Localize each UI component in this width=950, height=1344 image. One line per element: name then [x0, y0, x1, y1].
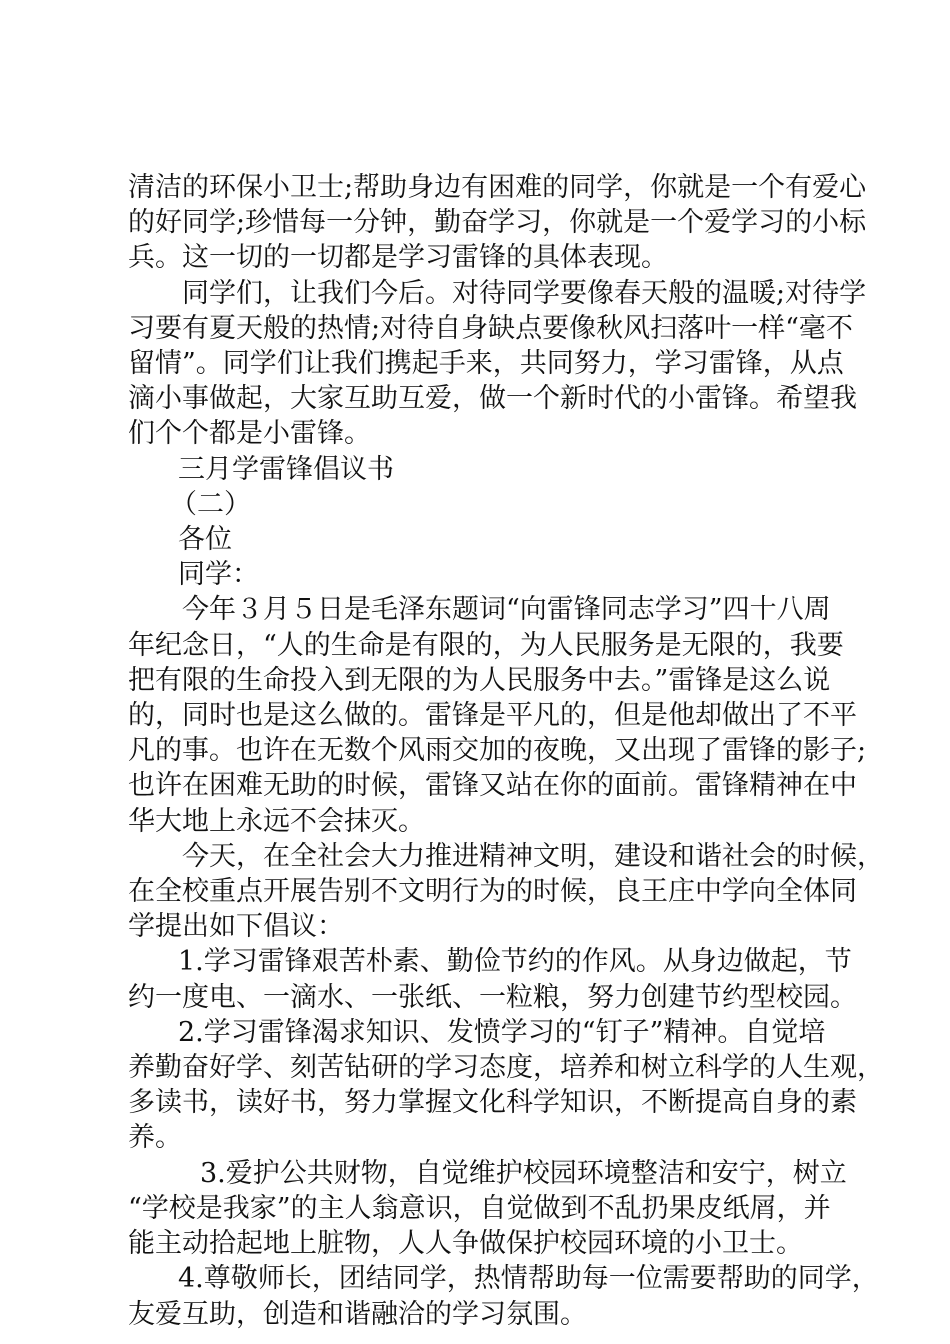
text-line: 们个个都是小雷锋。: [128, 418, 371, 450]
text-line: 养勤奋好学、刻苦钻研的学习态度，培养和树立科学的人生观，: [128, 1052, 884, 1084]
text-line: 年纪念日，“人的生命是有限的，为人民服务是无限的，我要: [128, 629, 844, 661]
text-line: 习要有夏天般的热情;对待自身缺点要像秋风扫落叶一样“毫不: [128, 312, 853, 344]
text-line: 友爱互助，创造和谐融洽的学习氛围。: [128, 1298, 587, 1330]
salutation-line: 同学：: [178, 559, 259, 591]
text-line: 养。: [128, 1122, 182, 1154]
text-line: 凡的事。也许在无数个风雨交加的夜晚，又出现了雷锋的影子;: [128, 735, 867, 767]
subtitle-line: （二）: [170, 488, 251, 520]
text-line: 兵。这一切的一切都是学习雷锋的具体表现。: [128, 242, 668, 274]
text-line: 多读书，读好书，努力掌握文化科学知识，不断提高自身的素: [128, 1087, 857, 1119]
text-line: 4.尊敬师长，团结同学，热情帮助每一位需要帮助的同学，: [178, 1263, 879, 1295]
text-line: 把有限的生命投入到无限的为人民服务中去。”雷锋是这么说: [128, 664, 831, 696]
text-line: 华大地上永远不会抹灭。: [128, 805, 425, 837]
text-line: 滴小事做起，大家互助互爱，做一个新时代的小雷锋。希望我: [128, 383, 857, 415]
proposal-item-4: [128, 1261, 879, 1331]
text-line: 学提出如下倡议：: [128, 911, 344, 943]
text-line: 在全校重点开展告别不文明行为的时候，良王庄中学向全体同: [128, 876, 857, 908]
proposal-item-1: [128, 944, 857, 1014]
text-line: 也许在困难无助的时候，雷锋又站在你的面前。雷锋精神在中: [128, 770, 857, 802]
text-line: 同学们，让我们今后。对待同学要像春天般的温暖;对待学: [182, 277, 867, 309]
text-line: 2.学习雷锋渴求知识、发愤学习的“钉子”精神。自觉培: [178, 1016, 826, 1048]
paragraph-lei-feng: [128, 592, 867, 838]
paragraph-classmates: [128, 276, 867, 452]
proposal-item-2: [128, 1015, 884, 1156]
text-line: 清洁的环保小卫士;帮助身边有困难的同学，你就是一个有爱心: [128, 172, 867, 203]
text-line: 3.爱护公共财物，自觉维护校园环境整洁和安宁，树立: [200, 1157, 847, 1189]
proposal-item-3: [128, 1156, 847, 1262]
title-line: 三月学雷锋倡议书: [178, 453, 394, 485]
text-line: 的，同时也是这么做的。雷锋是平凡的，但是他却做出了不平: [128, 700, 857, 732]
text-line: 留情”。同学们让我们携起手来，共同努力，学习雷锋，从点: [128, 348, 844, 380]
text-line: 的好同学;珍惜每一分钟，勤奋学习，你就是一个爱学习的小标: [128, 207, 867, 239]
text-line: 1.学习雷锋艰苦朴素、勤俭节约的作风。从身边做起，节: [178, 946, 852, 978]
text-line: 今天，在全社会大力推进精神文明，建设和谐社会的时候，: [182, 840, 884, 872]
text-line: 今年３月５日是毛泽东题词“向雷锋同志学习”四十八周: [182, 594, 831, 626]
paragraph-today: [128, 839, 884, 945]
document-subtitle: [128, 487, 834, 522]
document-body: [128, 170, 884, 1332]
paragraph-continuation: [128, 170, 867, 276]
text-line: “学校是我家”的主人翁意识，自觉做到不乱扔果皮纸屑，并: [128, 1192, 831, 1224]
salutation-line: 各位: [178, 524, 232, 556]
salutation: [128, 522, 834, 592]
document-title: [128, 452, 834, 487]
text-line: 能主动拾起地上脏物，人人争做保护校园环境的小卫士。: [128, 1228, 803, 1260]
text-line: 约一度电、一滴水、一张纸、一粒粮，努力创建节约型校园。: [128, 981, 857, 1013]
